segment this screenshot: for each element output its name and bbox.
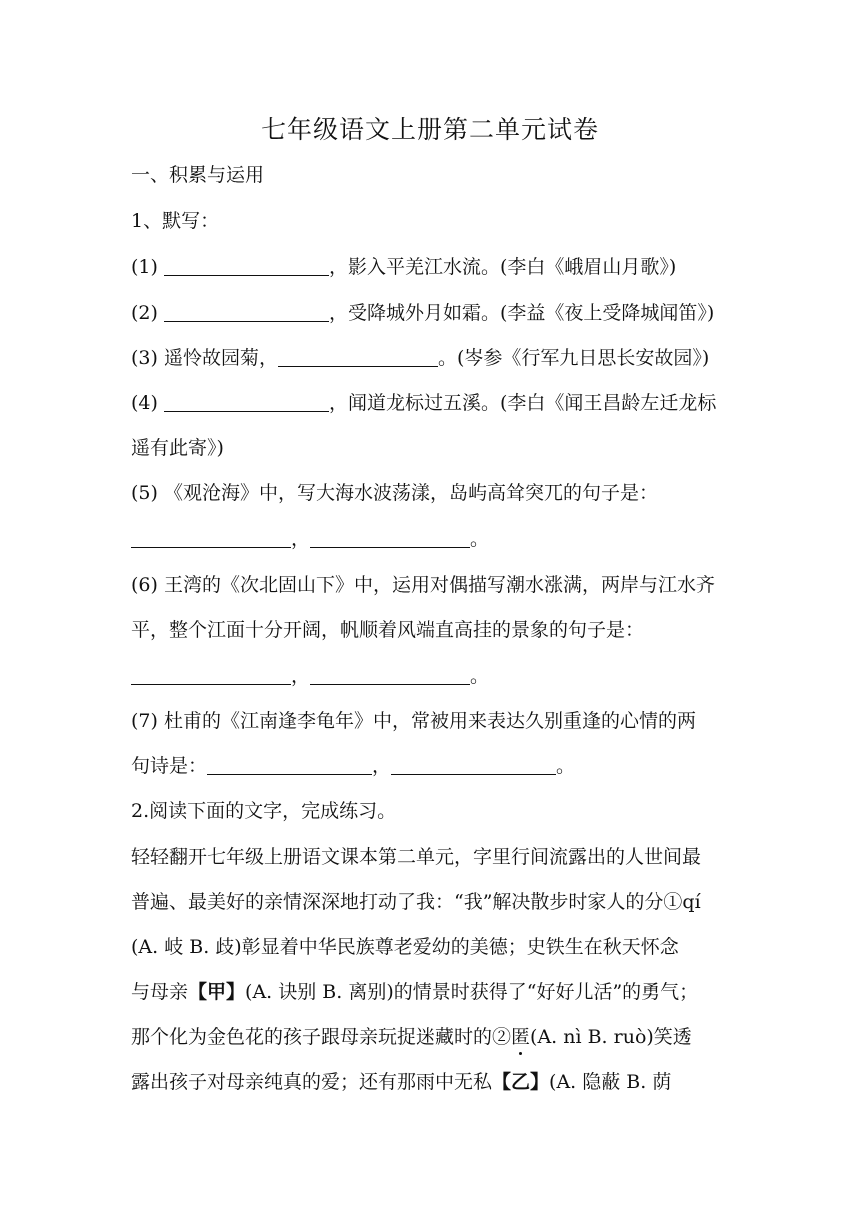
answer-blank[interactable] — [310, 529, 470, 548]
item-text-tail: 。(岑参《行军九日思长安故园》) — [437, 347, 710, 369]
question-1-item-3 — [131, 343, 709, 370]
question-1-item-7-continued — [131, 751, 575, 778]
separator: ， — [291, 528, 311, 550]
item-number: (6) — [131, 574, 158, 596]
section-heading: 一、积累与运用 — [131, 164, 265, 186]
item-text: ，闻道龙标过五溪。(李白《闻王昌龄左迁龙标 — [328, 392, 717, 414]
question-1-item-4 — [131, 388, 716, 415]
item-text: 遥怜故园菊， — [163, 347, 278, 369]
answer-blank[interactable] — [278, 348, 438, 367]
item-text: 《观沧海》中，写大海水波荡漾，岛屿高耸突兀的句子是： — [163, 482, 658, 504]
answer-blank[interactable] — [131, 529, 291, 548]
period: 。 — [470, 528, 490, 550]
answer-blank[interactable] — [164, 393, 329, 412]
question-2-heading: 2.阅读下面的文字，完成练习。 — [131, 800, 397, 822]
passage-text: (A. 隐蔽 B. 荫 — [549, 1071, 672, 1093]
item-text: 杜甫的《江南逢李龟年》中，常被用来表达久别重逢的心情的两 — [163, 710, 696, 732]
blank-marker-jia: 【甲】 — [188, 981, 246, 1003]
period: 。 — [470, 665, 490, 687]
question-1-item-7 — [131, 706, 696, 733]
page-title: 七年级语文上册第二单元试卷 — [260, 115, 599, 144]
question-1-item-6 — [131, 570, 715, 597]
passage-line — [131, 1067, 671, 1094]
passage-line: 轻轻翻开七年级上册语文课本第二单元，字里行间流露出的人世间最 — [131, 846, 702, 868]
passage-text: 与母亲 — [131, 981, 189, 1003]
item-number: (5) — [131, 482, 158, 504]
passage-text: (A. nì B. ruò)笑透 — [530, 1026, 692, 1048]
item-text: 王湾的《次北固山下》中，运用对偶描写潮水涨满，两岸与江水齐 — [163, 574, 715, 596]
item-text: ，影入平羌江水流。(李白《峨眉山月歌》) — [328, 256, 677, 278]
question-1-item-2 — [131, 298, 714, 325]
answer-blank[interactable] — [207, 756, 372, 775]
passage-text: (A. 诀别 B. 离别)的情景时获得了“好好儿活”的勇气； — [245, 981, 699, 1003]
question-1-item-6-answer-line — [131, 661, 489, 688]
item-text: 句诗是： — [131, 755, 208, 777]
item-number: (3) — [131, 347, 158, 369]
answer-blank[interactable] — [131, 666, 291, 685]
passage-line: (A. 岐 B. 歧)彰显着中华民族尊老爱幼的美德；史铁生在秋天怀念 — [131, 936, 679, 958]
item-text: ，受降城外月如霜。(李益《夜上受降城闻笛》) — [328, 302, 715, 324]
passage-text: 那个化为金色花的孩子跟母亲玩捉迷藏时的② — [131, 1026, 512, 1048]
question-1-item-6-continued: 平，整个江面十分开阔，帆顺着风端直高挂的景象的句子是： — [131, 619, 645, 641]
answer-blank[interactable] — [164, 303, 329, 322]
question-1-item-5-answer-line — [131, 524, 489, 551]
item-number: (1) — [131, 256, 158, 278]
item-number: (2) — [131, 302, 158, 324]
question-1-item-1 — [131, 252, 676, 279]
blank-marker-yi: 【乙】 — [492, 1071, 550, 1093]
item-number: (4) — [131, 392, 158, 414]
answer-blank[interactable] — [164, 257, 329, 276]
passage-text: 露出孩子对母亲纯真的爱；还有那雨中无私 — [131, 1071, 493, 1093]
answer-blank[interactable] — [310, 666, 470, 685]
answer-blank[interactable] — [391, 756, 556, 775]
passage-line — [131, 1022, 692, 1049]
item-number: (7) — [131, 710, 158, 732]
question-1-item-5 — [131, 478, 658, 505]
question-1-item-4-continued: 遥有此寄》) — [131, 437, 224, 459]
question-1-heading: 1、默写： — [131, 210, 220, 232]
emphasized-character: 匿 — [511, 1026, 531, 1048]
period: 。 — [556, 755, 576, 777]
passage-line — [131, 977, 698, 1004]
separator: ， — [372, 755, 392, 777]
passage-line: 普遍、最美好的亲情深深地打动了我：“我”解决散步时家人的分①qí — [131, 891, 701, 913]
separator: ， — [291, 665, 311, 687]
